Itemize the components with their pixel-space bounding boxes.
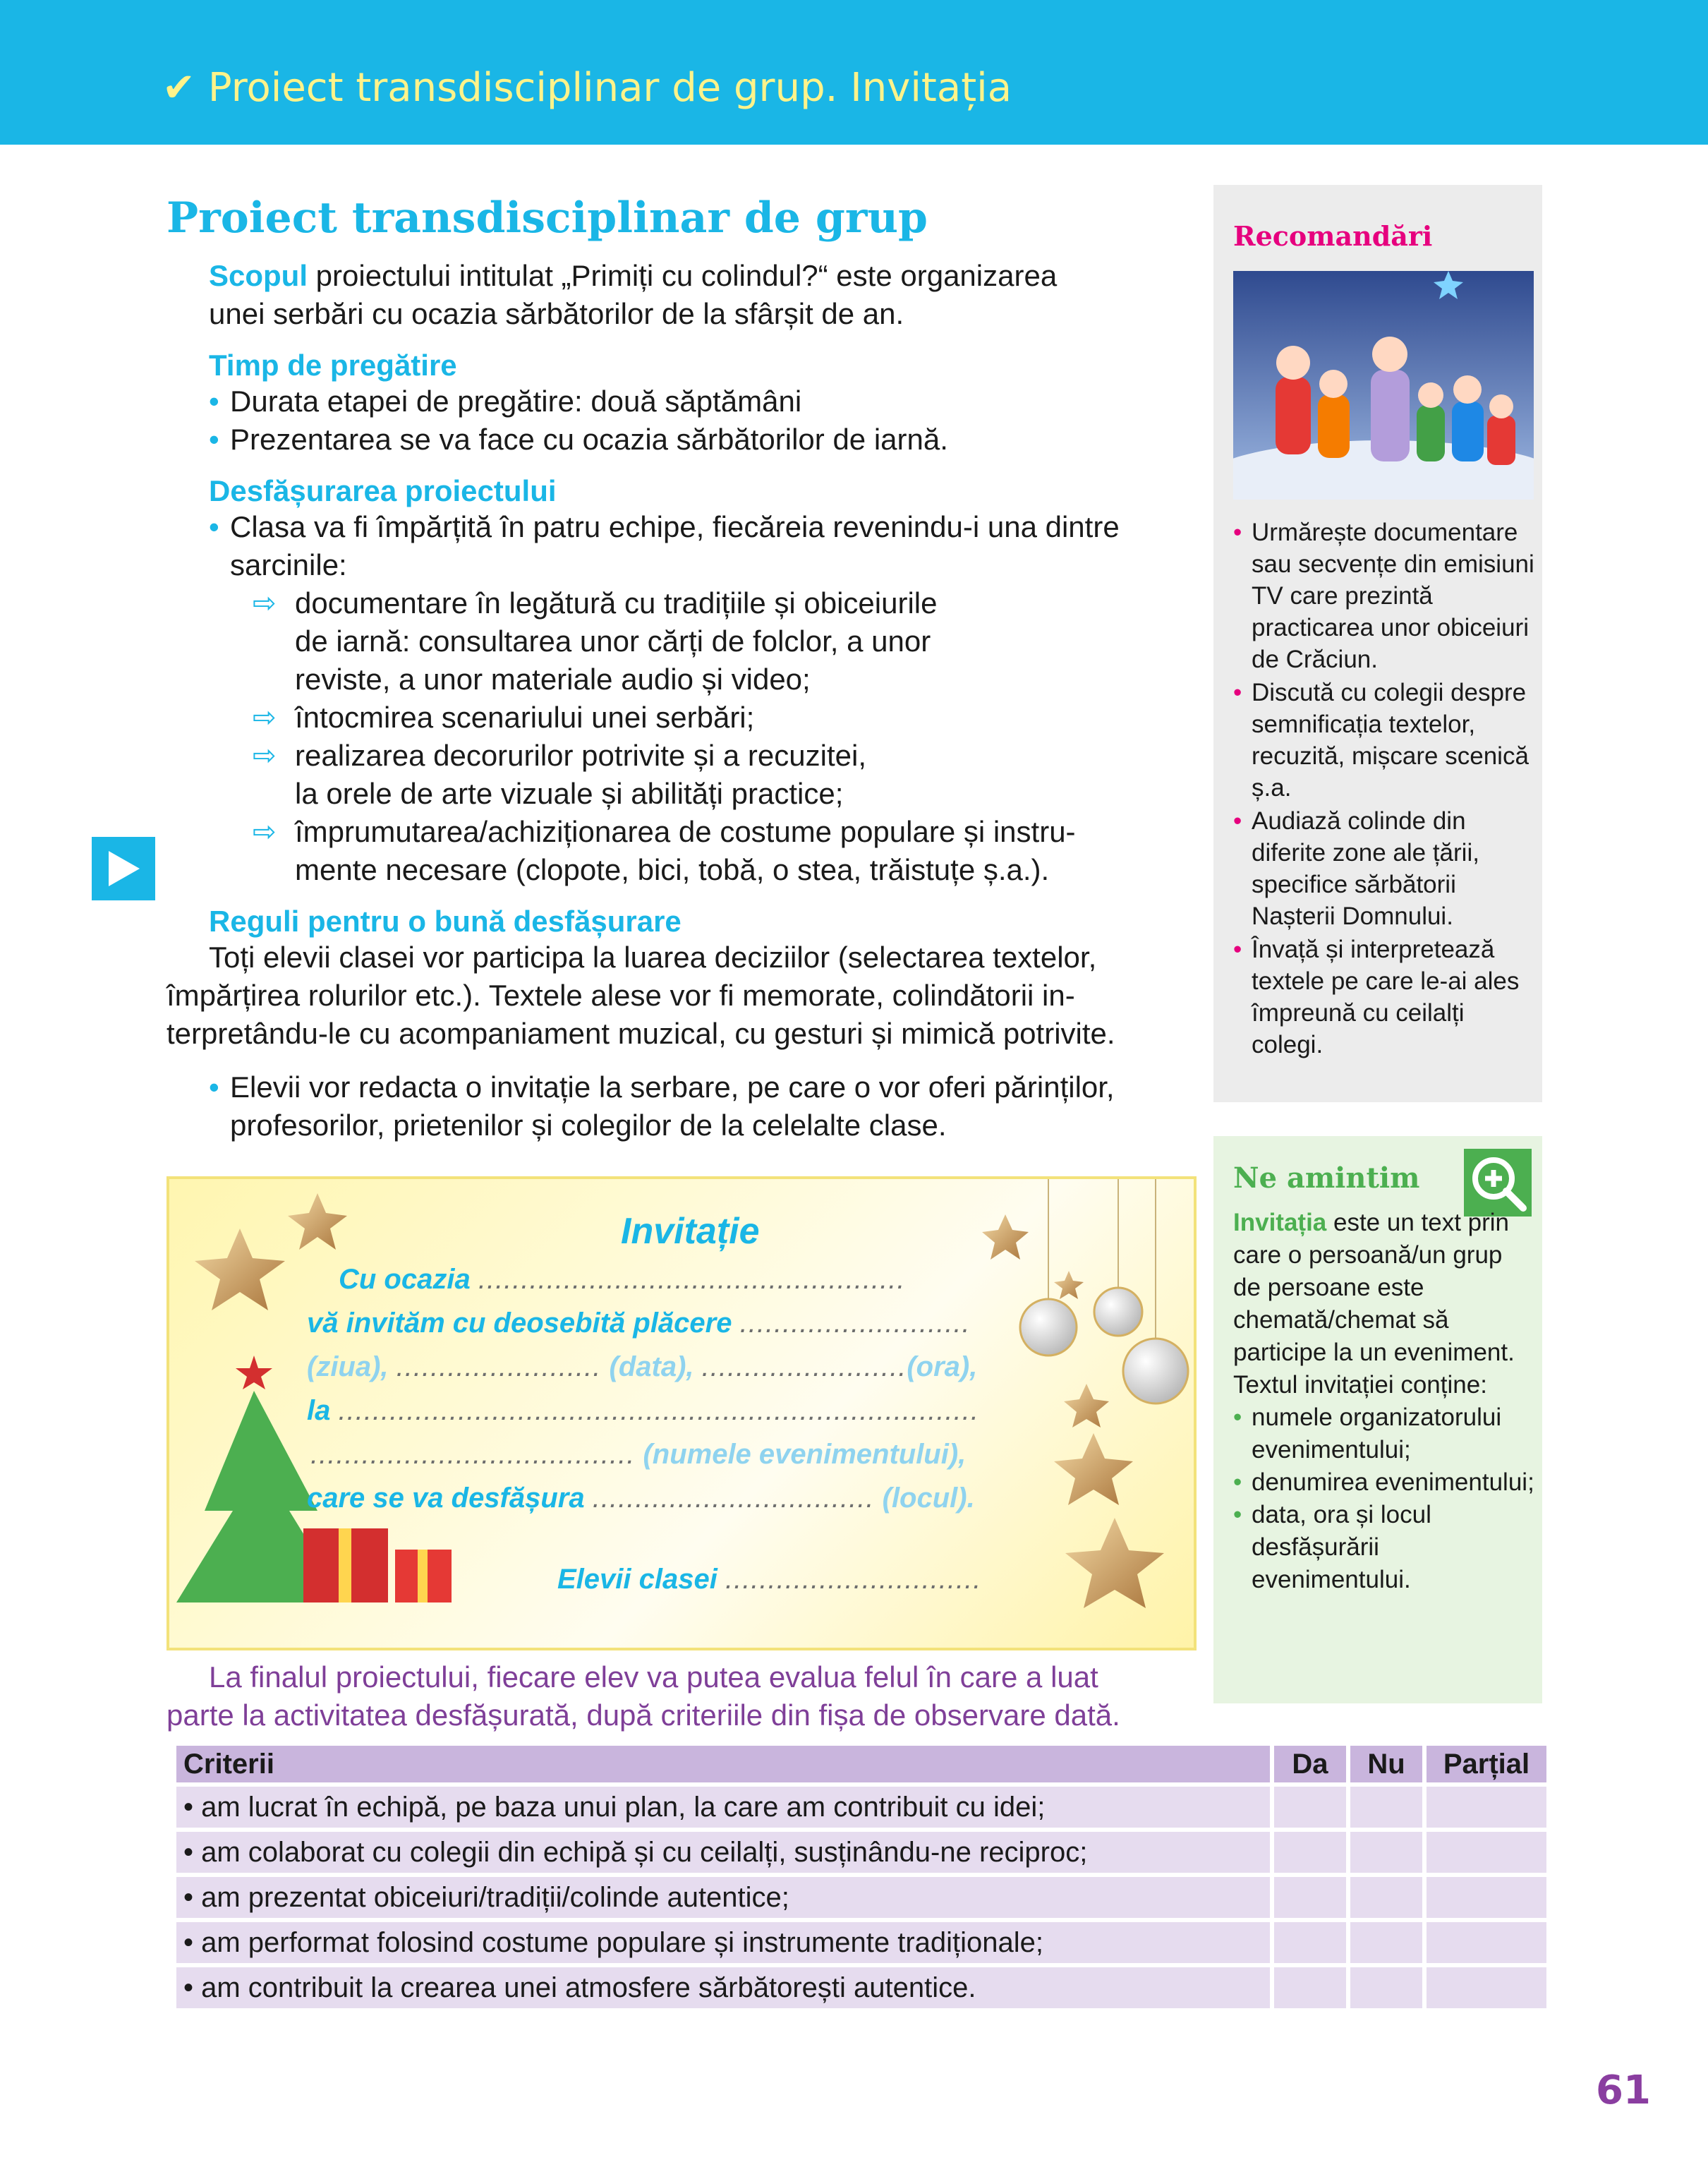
table-header-row	[176, 1746, 1546, 1782]
table-row	[176, 1967, 1546, 2008]
task-item	[253, 737, 1197, 813]
invitation-text: (ziua),	[307, 1351, 389, 1382]
list-item: • Audiază colinde din diferite zone ale țării, specifice sărbătorii Nașterii Domnului.	[1233, 805, 1537, 932]
invite-bullet-line-2: profesorilor, prietenilor și colegilor de la celelalte clase.	[230, 1109, 947, 1142]
criteria-cell: • am contribuit la crearea unei atmosfere sărbătorești autentice.	[176, 1967, 1270, 2008]
criteria-table	[172, 1742, 1551, 2012]
recomandari-panel	[1213, 185, 1542, 1102]
invitation-text: (locul).	[882, 1483, 975, 1514]
nu-cell[interactable]	[1350, 1787, 1422, 1828]
task-line: reviste, a unor materiale audio și video;	[295, 663, 811, 696]
criteria-cell: • am performat folosind costume populare și instrumente tradiționale;	[176, 1922, 1270, 1963]
task-line: realizarea decorurilor potrivite și a recuzitei,	[295, 739, 866, 772]
task-line: mente necesare (clopote, bici, tobă, o stea, trăistuțe ș.a.).	[295, 853, 1050, 886]
arrow-icon: ⇨	[253, 740, 277, 771]
task-item	[253, 584, 1197, 699]
desf-list	[166, 508, 1197, 889]
list-item: • Învață și interpretează textele pe care le-ai ales împreună cu ceilalți colegi.	[1233, 934, 1537, 1061]
partial-cell[interactable]	[1427, 1967, 1546, 2008]
da-cell[interactable]	[1274, 1832, 1346, 1873]
invitation-text: Elevii clasei	[557, 1564, 717, 1595]
star-icon	[195, 1229, 285, 1310]
play-icon[interactable]	[92, 837, 155, 900]
nu-cell[interactable]	[1350, 1832, 1422, 1873]
main-content	[166, 185, 1197, 1145]
invitation-line: Cu ocazia ..................................................	[339, 1264, 906, 1295]
nu-cell[interactable]	[1350, 1967, 1422, 2008]
task-line: întocmirea scenariului unei serbări;	[295, 701, 755, 734]
table-header: Criterii	[176, 1746, 1270, 1782]
definition-key: Invitația	[1233, 1209, 1327, 1236]
intro-line-2: unei serbări cu ocazia sărbătorilor de la sfârșit de an.	[209, 297, 904, 330]
invitation-text: (numele evenimentului),	[643, 1439, 967, 1470]
criteria-cell: • am colaborat cu colegii din echipă și cu ceilalți, susținându-ne reciproc;	[176, 1832, 1270, 1873]
final-line: La finalul proiectului, fiecare elev va putea evalua felul în care a luat	[209, 1660, 1098, 1694]
invitation-card	[166, 1176, 1197, 1650]
check-icon: ✔	[162, 65, 195, 111]
invitation-line: la ...........................................................................	[307, 1395, 979, 1426]
ne-amintim-title: Ne amintim	[1233, 1161, 1420, 1195]
da-cell[interactable]	[1274, 1967, 1346, 2008]
list-item: • Discută cu colegii despre semnificația textelor, recuzită, mișcare scenică ș.a.	[1233, 677, 1537, 804]
invitation-line: ...................................... (numele evenimentului),	[310, 1439, 967, 1470]
task-item	[253, 813, 1197, 889]
intro-line-1: proiectului intitulat „Primiți cu colindul?“ este organizarea	[308, 259, 1058, 292]
desf-heading: Desfășurarea proiectului	[209, 474, 557, 507]
reguli-line: împărțirea rolurilor etc.). Textele alese vor fi memorate, colindătorii in-	[166, 979, 1075, 1012]
invitation-text: (data),	[609, 1351, 694, 1382]
invitation-line: (ziua), ........................ (data), ........................(ora),	[307, 1351, 978, 1382]
ornament-icon	[1020, 1299, 1077, 1356]
star-icon	[1054, 1271, 1084, 1299]
task-line: la orele de arte vizuale și abilități practice;	[295, 777, 844, 810]
intro-key: Scopul	[209, 259, 308, 292]
invitation-text: (ora),	[907, 1351, 978, 1382]
table-row	[176, 1922, 1546, 1963]
final-line: parte la activitatea desfășurată, după criteriile din fișa de observare dată.	[166, 1698, 1120, 1732]
ne-amintim-text	[1233, 1207, 1537, 1596]
invitation-text: vă invităm cu deosebită plăcere	[307, 1308, 732, 1339]
task-line: documentare în legătură cu tradițiile și obiceiurile	[295, 586, 938, 620]
arrow-icon: ⇨	[253, 702, 277, 733]
desf-lead-line-2: sarcinile:	[230, 548, 347, 581]
da-cell[interactable]	[1274, 1787, 1346, 1828]
invitation-line: Elevii clasei ..............................	[557, 1564, 982, 1595]
partial-cell[interactable]	[1427, 1832, 1546, 1873]
invite-bullet-block	[166, 1068, 1197, 1145]
recomandari-title: Recomandări	[1233, 220, 1433, 252]
definition-text: este un text prin care o persoană/un grup de persoane este chemată/chemat să participe la un eveniment. Textul invitației conține:	[1233, 1209, 1515, 1399]
final-paragraph	[166, 1658, 1197, 1734]
carolers-illustration	[1233, 271, 1534, 500]
list-item: • denumirea evenimentului;	[1233, 1466, 1537, 1499]
star-icon	[982, 1214, 1029, 1260]
invitation-text: Cu ocazia	[339, 1264, 471, 1295]
star-icon	[1065, 1518, 1164, 1608]
table-header: Parțial	[1427, 1746, 1546, 1782]
table-header: Da	[1274, 1746, 1346, 1782]
partial-cell[interactable]	[1427, 1922, 1546, 1963]
arrow-icon: ⇨	[253, 588, 277, 619]
partial-cell[interactable]	[1427, 1787, 1546, 1828]
recomandari-list	[1233, 517, 1537, 1062]
task-line: de iarnă: consultarea unor cărți de folclor, a unor	[295, 624, 931, 658]
criteria-cell: • am lucrat în echipă, pe baza unui plan, la care am contribuit cu idei;	[176, 1787, 1270, 1828]
reguli-heading: Reguli pentru o bună desfășurare	[209, 905, 682, 938]
table-row	[176, 1877, 1546, 1918]
timp-item: • Durata etapei de pregătire: două săptămâni	[209, 382, 1197, 421]
arrow-icon: ⇨	[253, 816, 277, 847]
star-icon	[1054, 1433, 1133, 1505]
timp-heading: Timp de pregătire	[209, 349, 457, 382]
carolers-image	[1233, 271, 1534, 500]
da-cell[interactable]	[1274, 1922, 1346, 1963]
invitation-line: care se va desfășura ................................. (locul).	[307, 1483, 975, 1514]
page-number: 61	[1596, 2068, 1651, 2113]
invitation-line: vă invităm cu deosebită plăcere ...........................	[307, 1308, 971, 1339]
reguli-line: terpretându-le cu acompaniament muzical, cu gesturi și mimică potrivite.	[166, 1017, 1115, 1050]
list-item: • data, ora și locul desfășurării evenimentului.	[1233, 1499, 1537, 1596]
da-cell[interactable]	[1274, 1877, 1346, 1918]
criteria-cell: • am prezentat obiceiuri/tradiții/colinde autentice;	[176, 1877, 1270, 1918]
intro-paragraph	[166, 257, 1197, 333]
table-header: Nu	[1350, 1746, 1422, 1782]
header-bar	[0, 0, 1708, 145]
invitation-text: care se va desfășura	[307, 1483, 585, 1514]
desf-lead	[209, 508, 1197, 584]
task-item	[253, 699, 1197, 737]
invitation-title: Invitație	[621, 1211, 760, 1252]
invitation-text: la	[307, 1395, 331, 1426]
ornament-icon	[1123, 1339, 1188, 1404]
table-row	[176, 1832, 1546, 1873]
list-item: • numele organizatorului evenimentului;	[1233, 1401, 1537, 1466]
timp-item: • Prezentarea se va face cu ocazia sărbătorilor de iarnă.	[209, 421, 1197, 459]
partial-cell[interactable]	[1427, 1877, 1546, 1918]
tree-top-star-icon	[236, 1356, 272, 1389]
list-item: • Urmărește documentare sau secvențe din emisiuni TV care prezintă practicarea unor obiceiuri de Crăciun.	[1233, 517, 1537, 675]
table-row	[176, 1787, 1546, 1828]
ne-amintim-panel	[1213, 1136, 1542, 1703]
nu-cell[interactable]	[1350, 1877, 1422, 1918]
task-line: împrumutarea/achiziționarea de costume populare și instru-	[295, 815, 1076, 848]
timp-list	[166, 382, 1197, 459]
invite-bullet-line-1: Elevii vor redacta o invitație la serbare, pe care o vor oferi părinților,	[230, 1070, 1115, 1104]
ornament-icon	[1094, 1288, 1142, 1336]
header-title-text: Proiect transdisciplinar de grup. Invitația	[207, 65, 1012, 111]
reguli-line: Toți elevii clasei vor participa la luarea deciziilor (selectarea textelor,	[209, 941, 1097, 974]
invite-bullet	[209, 1068, 1197, 1145]
reguli-paragraph	[166, 938, 1197, 1053]
definition	[1233, 1207, 1537, 1401]
nu-cell[interactable]	[1350, 1922, 1422, 1963]
star-icon	[288, 1193, 347, 1250]
star-icon	[1064, 1384, 1109, 1427]
desf-lead-line-1: Clasa va fi împărțită în patru echipe, fiecăreia revenindu-i una dintre	[230, 510, 1120, 543]
header-title	[162, 65, 1012, 111]
page-title: Proiect transdisciplinar de grup	[166, 193, 928, 243]
